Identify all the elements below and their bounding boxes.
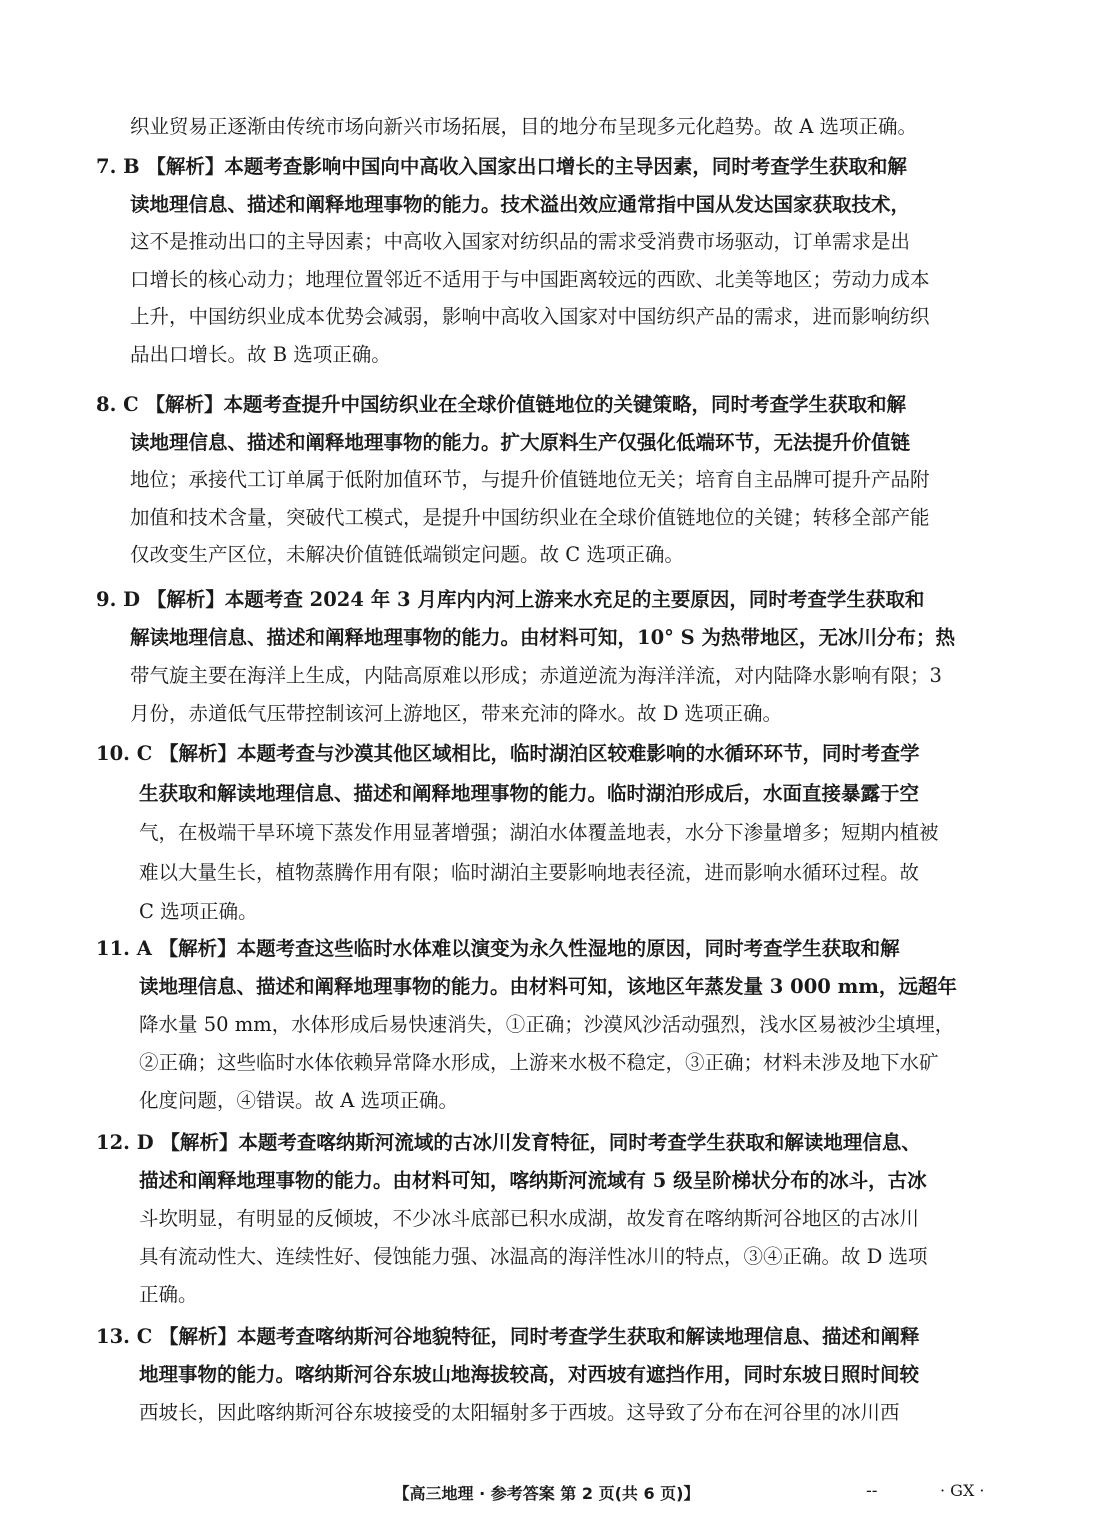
answer-line: 仅改变生产区位，未解决价值链低端锁定问题。故 C 选项正确。 — [130, 543, 684, 566]
answer-line: 难以大量生长，植物蒸腾作用有限；临时湖泊主要影响地表径流，进而影响水循环过程。故 — [139, 860, 920, 884]
answer-line: 斗坎明显，有明显的反倾坡，不少冰斗底部已积水成湖，故发育在喀纳斯河谷地区的古冰川 — [139, 1207, 920, 1230]
answer-line: 带气旋主要在海洋上生成，内陆高原难以形成；赤道逆流为海洋洋流，对内陆降水影响有限；3 — [130, 664, 942, 687]
footer-code: · GX · — [940, 1481, 985, 1500]
answer-line: 这不是推动出口的主导因素；中高收入国家对纺织品的需求受消费市场驱动，订单需求是出 — [130, 230, 911, 253]
answer-line: 地位；承接代工订单属于低附加值环节，与提升价值链地位无关；培育自主品牌可提升产品附 — [130, 468, 930, 491]
answer-line: 上升，中国纺织业成本优势会减弱，影响中高收入国家对中国纺织产品的需求，进而影响纺织 — [130, 305, 930, 328]
footer-label: 【高三地理 · 参考答案 第 2 页(共 6 页)】 — [393, 1484, 700, 1503]
answer-line: 加值和技术含量，突破代工模式，是提升中国纺织业在全球价值链地位的关键；转移全部产能 — [130, 505, 930, 529]
answer-line: 地理事物的能力。喀纳斯河谷东坡山地海拔较高，对西坡有遮挡作用，同时东坡日照时间较 — [139, 1363, 920, 1386]
answer-line: 读地理信息、描述和阐释地理事物的能力。技术溢出效应通常指中国从发达国家获取技术， — [130, 192, 911, 216]
answer-line: 13. C 【解析】本题考查喀纳斯河谷地貌特征，同时考查学生获取和解读地理信息、描述和阐释 — [96, 1325, 920, 1348]
answer-line: 降水量 50 mm，水体形成后易快速消失，①正确；沙漠风沙活动强烈，浅水区易被沙尘填埋， — [139, 1013, 955, 1036]
answer-line: 7. B 【解析】本题考查影响中国向中高收入国家出口增长的主导因素，同时考查学生获取和解 — [96, 155, 907, 178]
footer-dash: -- — [866, 1481, 878, 1500]
answer-line: 9. D 【解析】本题考查 2024 年 3 月库内内河上游来水充足的主要原因，同时考查学生获取和 — [96, 588, 925, 611]
answer-line: 生获取和解读地理信息、描述和阐释地理事物的能力。临时湖泊形成后，水面直接暴露于空 — [139, 781, 920, 805]
answer-line: 描述和阐释地理事物的能力。由材料可知，喀纳斯河流域有 5 级呈阶梯状分布的冰斗，古冰 — [139, 1169, 927, 1192]
answer-line: 具有流动性大、连续性好、侵蚀能力强、冰温高的海洋性冰川的特点，③④正确。故 D 选项 — [139, 1245, 928, 1268]
answer-line: C 选项正确。 — [139, 900, 258, 923]
answer-line: 8. C 【解析】本题考查提升中国纺织业在全球价值链地位的关键策略，同时考查学生获取和解 — [96, 393, 906, 416]
page-footer — [0, 1481, 1093, 1505]
answer-line: 月份，赤道低气压带控制该河上游地区，带来充沛的降水。故 D 选项正确。 — [130, 702, 783, 725]
answer-line: 12. D 【解析】本题考查喀纳斯河流域的古冰川发育特征，同时考查学生获取和解读地理信息、 — [96, 1131, 921, 1154]
answer-line: 解读地理信息、描述和阐释地理事物的能力。由材料可知，10° S 为热带地区，无冰川分布；热 — [130, 626, 956, 649]
answer-line: 口增长的核心动力；地理位置邻近不适用于与中国距离较远的西欧、北美等地区；劳动力成本 — [130, 267, 930, 291]
answer-line: 西坡长，因此喀纳斯河谷东坡接受的太阳辐射多于西坡。这导致了分布在河谷里的冰川西 — [139, 1401, 900, 1424]
answer-line: 织业贸易正逐渐由传统市场向新兴市场拓展，目的地分布呈现多元化趋势。故 A 选项正确。 — [130, 115, 917, 138]
answer-line: 化度问题，④错误。故 A 选项正确。 — [139, 1089, 458, 1112]
answer-line: ②正确；这些临时水体依赖异常降水形成，上游来水极不稳定，③正确；材料未涉及地下水矿 — [139, 1051, 939, 1074]
answer-line: 品出口增长。故 B 选项正确。 — [130, 342, 391, 366]
answer-line: 10. C 【解析】本题考查与沙漠其他区域相比，临时湖泊区较难影响的水循环环节，同时考查学 — [96, 742, 920, 765]
answer-line: 读地理信息、描述和阐释地理事物的能力。由材料可知，该地区年蒸发量 3 000 mm，远超年 — [139, 975, 957, 998]
answer-line: 正确。 — [139, 1283, 198, 1306]
answer-line: 11. A 【解析】本题考查这些临时水体难以演变为永久性湿地的原因，同时考查学生获取和解 — [96, 937, 900, 960]
answer-line: 气，在极端干旱环境下蒸发作用显著增强；湖泊水体覆盖地表，水分下渗量增多；短期内植被 — [139, 821, 939, 844]
answer-line: 读地理信息、描述和阐释地理事物的能力。扩大原料生产仅强化低端环节，无法提升价值链 — [130, 430, 911, 454]
